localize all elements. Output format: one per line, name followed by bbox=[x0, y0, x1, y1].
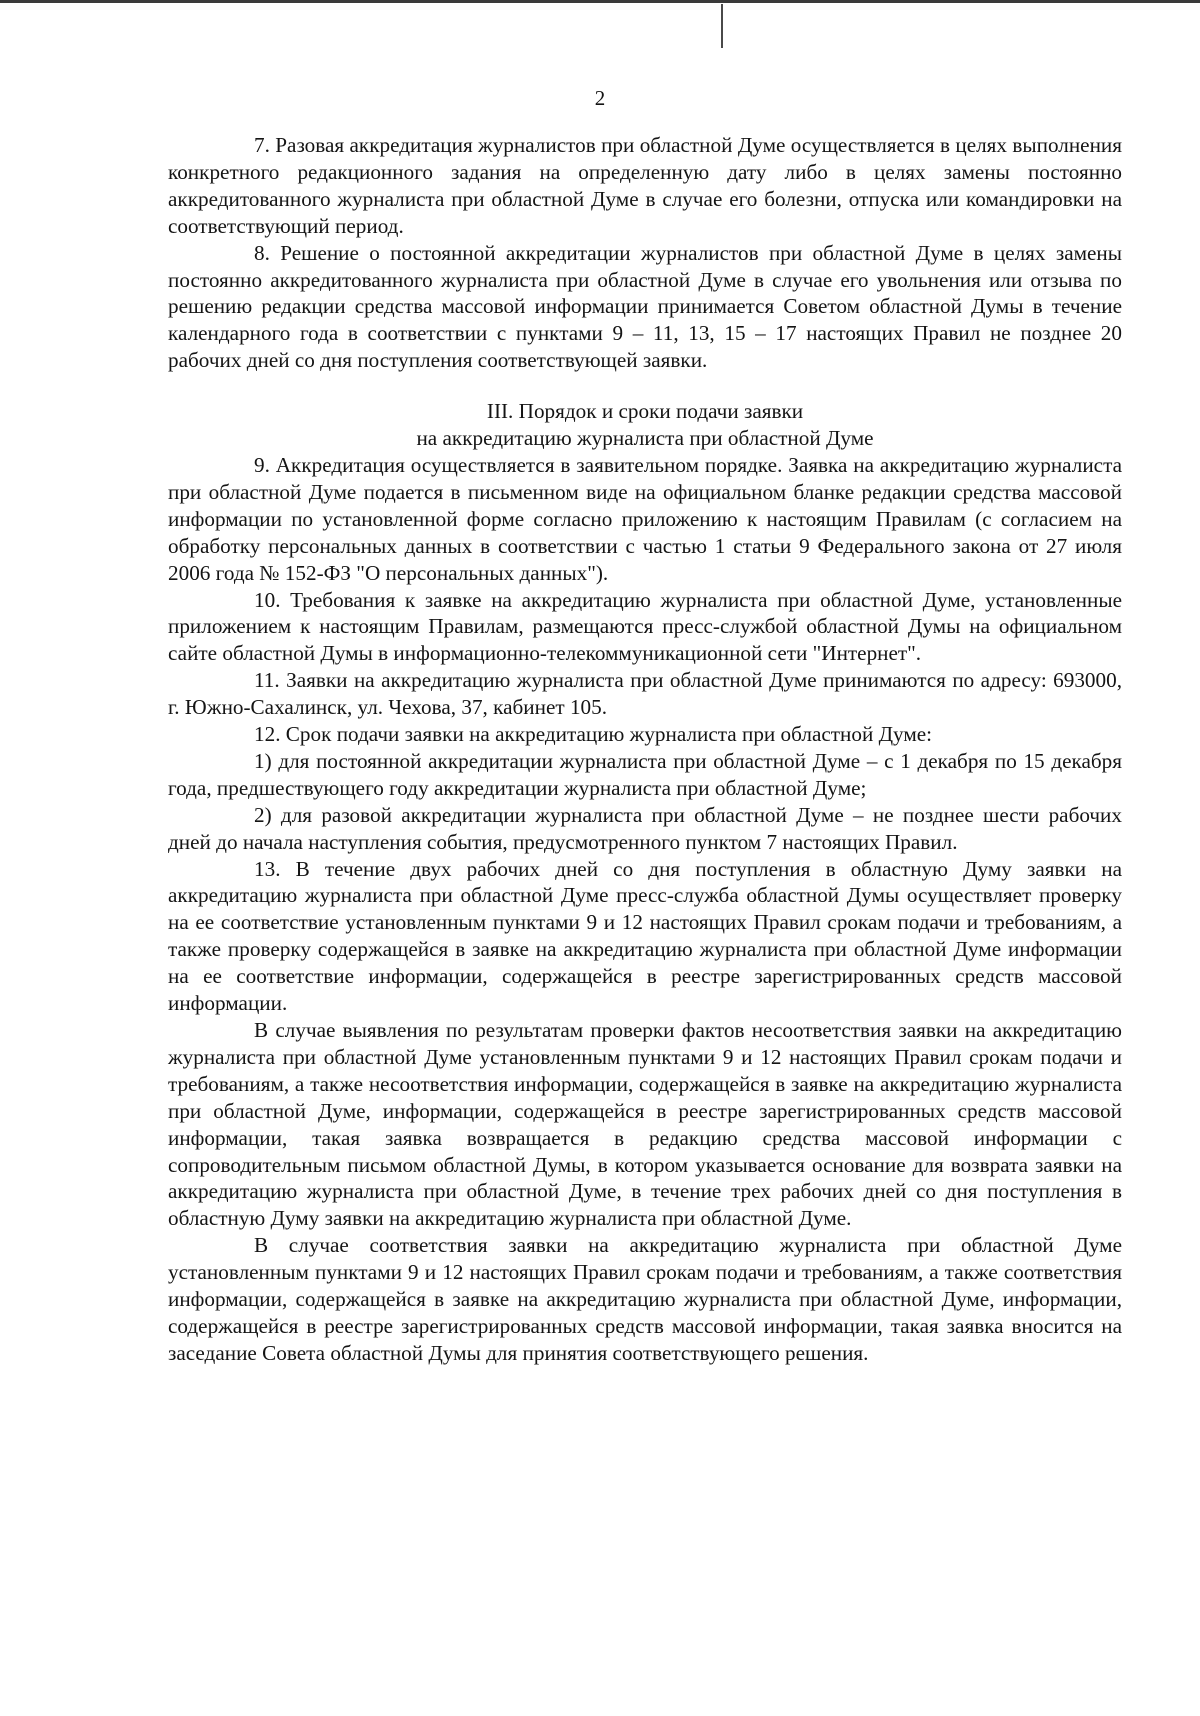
document-body bbox=[168, 132, 1122, 1367]
paragraph-12: 12. Срок подачи заявки на аккредитацию журналиста при областной Думе: bbox=[254, 722, 933, 747]
paragraph-10: 10. Требования к заявке на аккредитацию журналиста при областной Думе, установленные приложением к настоящим Правилам, размещаются пресс-службой областной Думы на официальном сайте областной Думы в информационно-телекоммуникационной сети "Интернет". bbox=[168, 587, 1122, 666]
paragraph-13: 13. В течение двух рабочих дней со дня поступления в областную Думу заявки на аккредитацию журналиста при областной Думе пресс-служба областной Думы осуществляет проверку на ее соответствие установленным пунктами 9 и 12 настоящих Правил срокам подачи и требованиям, а также проверку содержащейся в заявке на аккредитацию журналиста при областной Думе информации на ее соответствие информации, содержащейся в реестре зарегистрированных средств массовой информации. bbox=[168, 856, 1122, 1016]
paragraph-12-item-2: 2) для разовой аккредитации журналиста при областной Думе – не позднее шести рабочих дней до начала наступления события, предусмотренного пунктом 7 настоящих Правил. bbox=[168, 802, 1122, 854]
paragraph-8: 8. Решение о постоянной аккредитации журналистов при областной Думе в целях замены постоянно аккредитованного журналиста при областной Думе в случае его увольнения или отзыва по решению редакции средства массовой информации принимается Советом областной Думы в течение календарного года в соответствии с пунктами 9 – 11, 13, 15 – 17 настоящих Правил не позднее 20 рабочих дней со дня поступления соответствующей заявки. bbox=[168, 240, 1122, 373]
section-heading bbox=[168, 374, 1122, 452]
paragraph-11: 11. Заявки на аккредитацию журналиста при областной Думе принимаются по адресу: 693000, г. Южно-Сахалинск, ул. Чехова, 37, кабинет 105. bbox=[168, 668, 1122, 720]
section-heading-line-1: III. Порядок и сроки подачи заявки bbox=[486, 399, 804, 424]
scan-edge-line bbox=[0, 0, 1200, 3]
paragraph-12-item-1: 1) для постоянной аккредитации журналиста при областной Думе – с 1 декабря по 15 декабря года, предшествующего году аккредитации журналиста при областной Думе; bbox=[168, 748, 1122, 800]
scan-artifact-mark bbox=[721, 4, 723, 48]
section-heading-line-2: на аккредитацию журналиста при областной Думе bbox=[416, 426, 874, 451]
page-number: 2 bbox=[594, 86, 606, 110]
paragraph-9: 9. Аккредитация осуществляется в заявительном порядке. Заявка на аккредитацию журналиста при областной Думе подается в письменном виде на официальном бланке редакции средства массовой информации по установленной форме согласно приложению к настоящим Правилам (с согласием на обработку персональных данных в соответствии с частью 1 статьи 9 Федерального закона от 27 июля 2006 года № 152-ФЗ "О персональных данных"). bbox=[168, 452, 1122, 585]
paragraph-13-part-2: В случае выявления по результатам проверки фактов несоответствия заявки на аккредитацию журналиста при областной Думе установленным пунктами 9 и 12 настоящих Правил срокам подачи и требованиям, а также несоответствия информации, содержащейся в заявке на аккредитацию журналиста при областной Думе, информации, содержащейся в реестре зарегистрированных средств массовой информации, такая заявка возвращается в редакцию средства массовой информации с сопроводительным письмом областной Думы, в котором указывается основание для возврата заявки на аккредитацию журналиста при областной Думе, в течение трех рабочих дней со дня поступления в областную Думу заявки на аккредитацию журналиста при областной Думе. bbox=[168, 1018, 1122, 1231]
paragraph-13-part-3: В случае соответствия заявки на аккредитацию журналиста при областной Думе установленным пунктами 9 и 12 настоящих Правил срокам подачи и требованиям, а также соответствия информации, содержащейся в заявке на аккредитацию журналиста при областной Думе, информации, содержащейся в реестре зарегистрированных средств массовой информации, такая заявка вносится на заседание Совета областной Думы для принятия соответствующего решения. bbox=[168, 1233, 1122, 1365]
paragraph-7: 7. Разовая аккредитация журналистов при областной Думе осуществляется в целях выполнения конкретного редакционного задания на определенную дату либо в целях замены постоянно аккредитованного журналиста при областной Думе в случае его болезни, отпуска или командировки на соответствующий период. bbox=[168, 133, 1122, 238]
